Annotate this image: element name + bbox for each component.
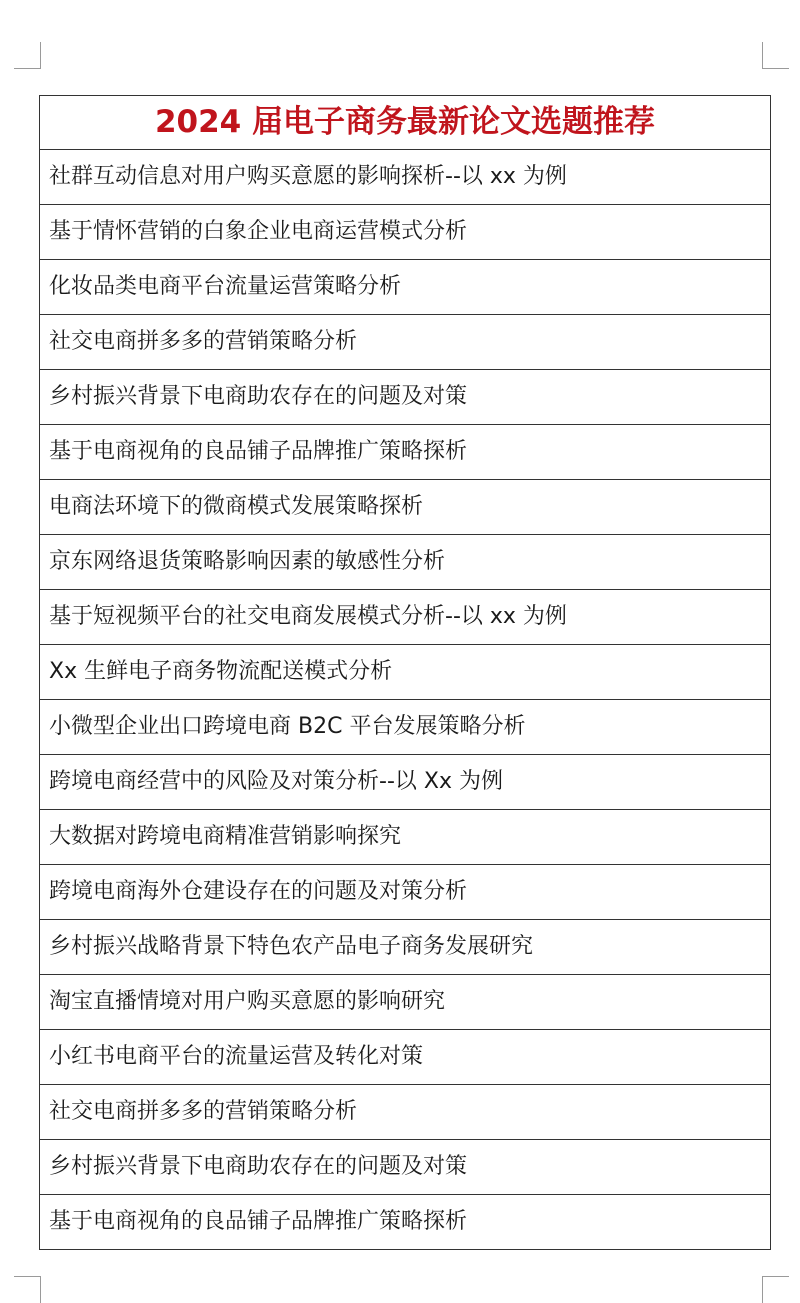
topic-table xyxy=(39,95,771,1250)
table-row xyxy=(40,425,771,480)
topic-cell: 社交电商拼多多的营销策略分析 xyxy=(40,315,771,370)
topic-cell: 淘宝直播情境对用户购买意愿的影响研究 xyxy=(40,975,771,1030)
topic-cell: 社群互动信息对用户购买意愿的影响探析--以 xx 为例 xyxy=(40,150,771,205)
topic-cell: 基于电商视角的良品铺子品牌推广策略探析 xyxy=(40,1195,771,1250)
table-row xyxy=(40,1030,771,1085)
crop-mark-bottom-left xyxy=(14,1276,41,1303)
table-row xyxy=(40,700,771,755)
topic-cell: 京东网络退货策略影响因素的敏感性分析 xyxy=(40,535,771,590)
topic-cell: 跨境电商经营中的风险及对策分析--以 Xx 为例 xyxy=(40,755,771,810)
topic-cell: 乡村振兴战略背景下特色农产品电子商务发展研究 xyxy=(40,920,771,975)
table-row xyxy=(40,480,771,535)
topic-cell: 小微型企业出口跨境电商 B2C 平台发展策略分析 xyxy=(40,700,771,755)
table-row xyxy=(40,1195,771,1250)
topic-cell: 跨境电商海外仓建设存在的问题及对策分析 xyxy=(40,865,771,920)
table-row xyxy=(40,645,771,700)
topic-cell: 电商法环境下的微商模式发展策略探析 xyxy=(40,480,771,535)
table-row xyxy=(40,590,771,645)
topic-cell: 大数据对跨境电商精准营销影响探究 xyxy=(40,810,771,865)
crop-mark-top-right xyxy=(762,42,789,69)
table-row xyxy=(40,535,771,590)
crop-mark-bottom-right xyxy=(762,1276,789,1303)
table-row xyxy=(40,260,771,315)
topic-cell: 基于情怀营销的白象企业电商运营模式分析 xyxy=(40,205,771,260)
table-row xyxy=(40,1140,771,1195)
topic-cell: Xx 生鲜电子商务物流配送模式分析 xyxy=(40,645,771,700)
table-row xyxy=(40,755,771,810)
topic-cell: 乡村振兴背景下电商助农存在的问题及对策 xyxy=(40,370,771,425)
topic-cell: 社交电商拼多多的营销策略分析 xyxy=(40,1085,771,1140)
table-row xyxy=(40,920,771,975)
table-row xyxy=(40,315,771,370)
table-row xyxy=(40,205,771,260)
title-row xyxy=(40,96,771,150)
crop-mark-top-left xyxy=(14,42,41,69)
topic-cell: 乡村振兴背景下电商助农存在的问题及对策 xyxy=(40,1140,771,1195)
topic-cell: 化妆品类电商平台流量运营策略分析 xyxy=(40,260,771,315)
topic-cell: 基于短视频平台的社交电商发展模式分析--以 xx 为例 xyxy=(40,590,771,645)
table-row xyxy=(40,810,771,865)
topic-cell: 小红书电商平台的流量运营及转化对策 xyxy=(40,1030,771,1085)
table-row xyxy=(40,975,771,1030)
table-row xyxy=(40,865,771,920)
table-row xyxy=(40,150,771,205)
table-row xyxy=(40,1085,771,1140)
page-title: 2024 届电子商务最新论文选题推荐 xyxy=(40,96,771,150)
table-row xyxy=(40,370,771,425)
topic-cell: 基于电商视角的良品铺子品牌推广策略探析 xyxy=(40,425,771,480)
